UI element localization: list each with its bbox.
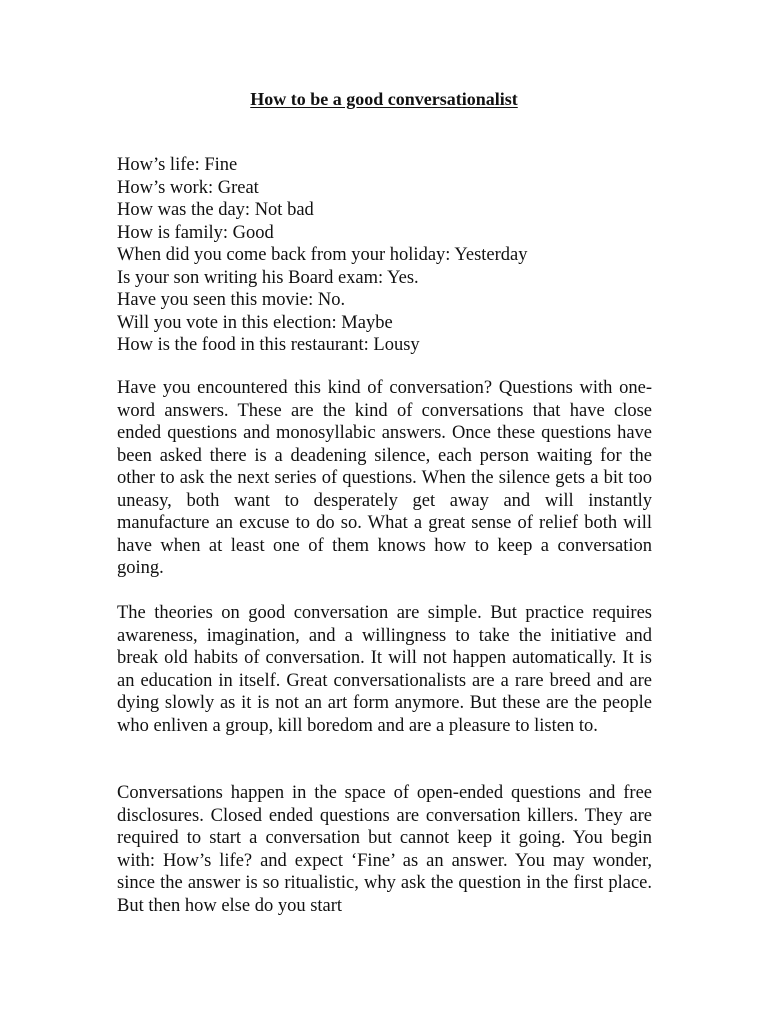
- body-paragraph: Have you encountered this kind of conversation? Questions with one-word answers. These are the kind of conversations that have close ended questions and monosyllabic answers. Once these questions have been asked there is a deadening silence, each person waiting for the other to ask the next series of questions. When the silence gets a bit too uneasy, both want to desperately get away and will instantly manufacture an excuse to do so. What a great sense of relief both will have when at least one of them knows how to keep a conversation going.: [117, 378, 652, 578]
- body-paragraph: The theories on good conversation are simple. But practice requires awareness, imagination, and a willingness to take the initiative and break old habits of conversation. It will not happen automatically. It is an education in itself. Great conversationalists are a rare breed and are dying slowly as it is not an art form anymore. But these are the people who enliven a group, kill boredom and are a pleasure to listen to.: [117, 603, 652, 736]
- qa-line: How was the day: Not bad: [117, 200, 314, 220]
- body-paragraph: Conversations happen in the space of open-ended questions and free disclosures. Closed ended questions are conversation killers. They are required to start a conversation but cannot keep it going. You begin with: How’s life? and expect ‘Fine’ as an answer. You may wonder, since the answer is so ritualistic, why ask the question in the first place. But then how else do you start: [117, 783, 652, 916]
- qa-line: How’s life: Fine: [117, 155, 238, 175]
- document-title: How to be a good conversationalist: [250, 89, 518, 109]
- qa-line: How is family: Good: [117, 222, 274, 243]
- qa-line: How’s work: Great: [117, 177, 259, 198]
- qa-line: Have you seen this movie: No.: [117, 290, 346, 310]
- qa-line: When did you come back from your holiday: Yesterday: [117, 245, 528, 265]
- qa-line: Is your son writing his Board exam: Yes.: [117, 267, 419, 288]
- qa-list: [117, 154, 657, 357]
- qa-line: Will you vote in this election: Maybe: [117, 312, 393, 333]
- qa-line: How is the food in this restaurant: Lousy: [117, 335, 420, 355]
